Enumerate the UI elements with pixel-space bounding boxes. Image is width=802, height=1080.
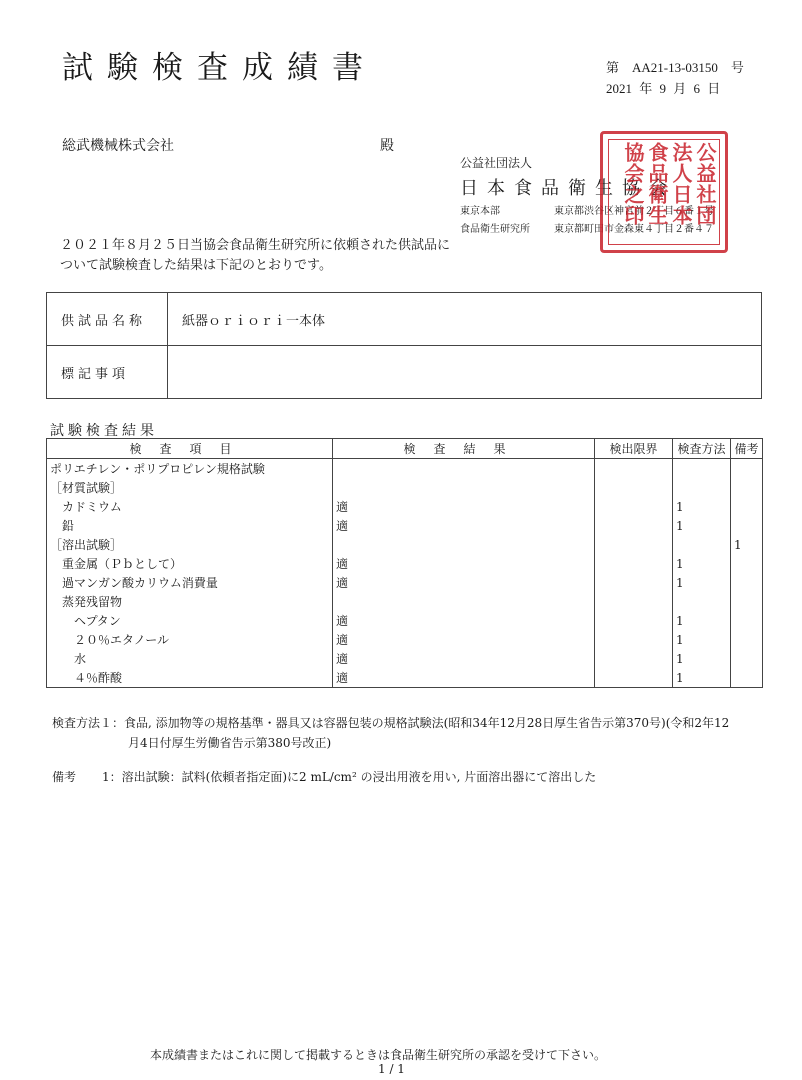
cell-result: 適 [333,668,595,688]
cell-item: ４％酢酸 [47,668,333,688]
cell-limit [595,478,673,497]
table-row [47,611,763,630]
table-row [47,668,763,688]
cell-limit [595,611,673,630]
cell-item: ポリエチレン・ポリプロピレン規格試験 [47,459,333,479]
seal-text: 公益社団法人日本食品衛生協会之印 [621,142,717,226]
footer-notice: 本成績書またはこれに関して掲載するときは食品衛生研究所の承認を受けて下さい。 [150,1048,607,1062]
header-result: 検査結果 [333,439,595,459]
cell-method: 1 [673,554,731,573]
cell-method [673,535,731,554]
table-row [47,459,763,479]
cell-limit [595,592,673,611]
header-note: 備考 [731,439,763,459]
cell-method: 1 [673,649,731,668]
results-section-title: 試験検査結果 [50,423,158,439]
results-table [46,438,763,688]
cell-result [333,478,595,497]
cell-note: 1 [731,535,763,554]
cell-item: 蒸発残留物 [47,592,333,611]
cell-result [333,459,595,479]
branch-address-hq: 東京都渋谷区神宮前２丁目６番１号 [554,206,714,217]
cell-limit [595,516,673,535]
cell-method [673,478,731,497]
table-row [47,554,763,573]
table-row [47,649,763,668]
table-row [47,573,763,592]
cell-note [731,573,763,592]
cell-note [731,668,763,688]
document-number: 第 AA21-13-03150 号 [606,60,744,75]
cell-limit [595,497,673,516]
branch-label-hq: 東京本部 [460,206,500,217]
cell-item: 鉛 [47,516,333,535]
issue-date: 2021 年 9 月 6 日 [606,81,721,96]
cell-note [731,497,763,516]
cell-note [731,554,763,573]
official-seal-stamp [600,131,728,253]
header-limit: 検出限界 [595,439,673,459]
sample-marking-value [168,346,762,399]
branch-label-lab: 食品衛生研究所 [460,224,530,235]
cell-limit [595,554,673,573]
document-title: 試験検査成績書 [62,50,377,86]
cell-method: 1 [673,611,731,630]
cell-limit [595,630,673,649]
table-row [47,497,763,516]
cell-result: 適 [333,573,595,592]
cell-limit [595,668,673,688]
recipient-honorific: 殿 [380,138,394,154]
remarks-text: 1：溶出試験：試料(依頼者指定面)に2 mL/cm² の浸出用液を用い, 片面溶出器にて溶出した [102,770,597,784]
recipient-company: 総武機械株式会社 [62,138,174,154]
issuer-type: 公益社団法人 [460,156,533,170]
cell-item: 過マンガン酸カリウム消費量 [47,573,333,592]
intro-paragraph: ２０２１年８月２５日当協会食品衛生研究所に依頼された供試品について試験検査した結果は下記のとおりです。 [60,238,451,273]
cell-note [731,516,763,535]
table-row [47,516,763,535]
table-row [47,535,763,554]
sample-name-row [47,293,762,346]
cell-method: 1 [673,630,731,649]
cell-note [731,478,763,497]
issuer-name: 日本食品衛生協会 [460,178,676,199]
sample-name-value: 紙器ｏｒｉｏｒｉ一本体 [168,293,762,346]
cell-result: 適 [333,649,595,668]
method-note-line2: 月4日付厚生労働省告示第380号改正) [128,736,332,750]
cell-note [731,649,763,668]
header-method: 検査方法 [673,439,731,459]
cell-note [731,592,763,611]
cell-result: 適 [333,497,595,516]
cell-result [333,535,595,554]
cell-limit [595,649,673,668]
cell-result [333,592,595,611]
cell-item: 水 [47,649,333,668]
cell-result: 適 [333,516,595,535]
cell-item: ［溶出試験］ [47,535,333,554]
table-row [47,592,763,611]
cell-method: 1 [673,516,731,535]
cell-note [731,630,763,649]
cell-limit [595,459,673,479]
results-header-row [47,439,763,459]
table-row [47,478,763,497]
cell-item: カドミウム [47,497,333,516]
sample-marking-label: 標記事項 [47,346,168,399]
cell-item: 重金属（Ｐｂとして） [47,554,333,573]
cell-limit [595,573,673,592]
sample-name-label: 供試品名称 [47,293,168,346]
remarks-label: 備考 [52,770,77,784]
page-number: 1 / 1 [378,1062,405,1076]
sample-info-table [46,292,762,399]
method-note-line1: 検査方法１：食品, 添加物等の規格基準・器具又は容器包装の規格試験法(昭和34年12月28日厚生省告示第370号)(令和2年12 [52,716,730,730]
table-row [47,630,763,649]
cell-item: ［材質試験］ [47,478,333,497]
cell-note [731,459,763,479]
cell-limit [595,535,673,554]
cell-method: 1 [673,668,731,688]
cell-method [673,592,731,611]
cell-result: 適 [333,630,595,649]
header-item: 検査項目 [47,439,333,459]
cell-result: 適 [333,611,595,630]
cell-item: ヘプタン [47,611,333,630]
cell-method: 1 [673,497,731,516]
cell-result: 適 [333,554,595,573]
cell-item: ２０％エタノール [47,630,333,649]
cell-note [731,611,763,630]
sample-marking-row [47,346,762,399]
branch-address-lab: 東京都町田市金森東４丁目２番４７ [554,224,714,235]
cell-method: 1 [673,573,731,592]
cell-method [673,459,731,479]
